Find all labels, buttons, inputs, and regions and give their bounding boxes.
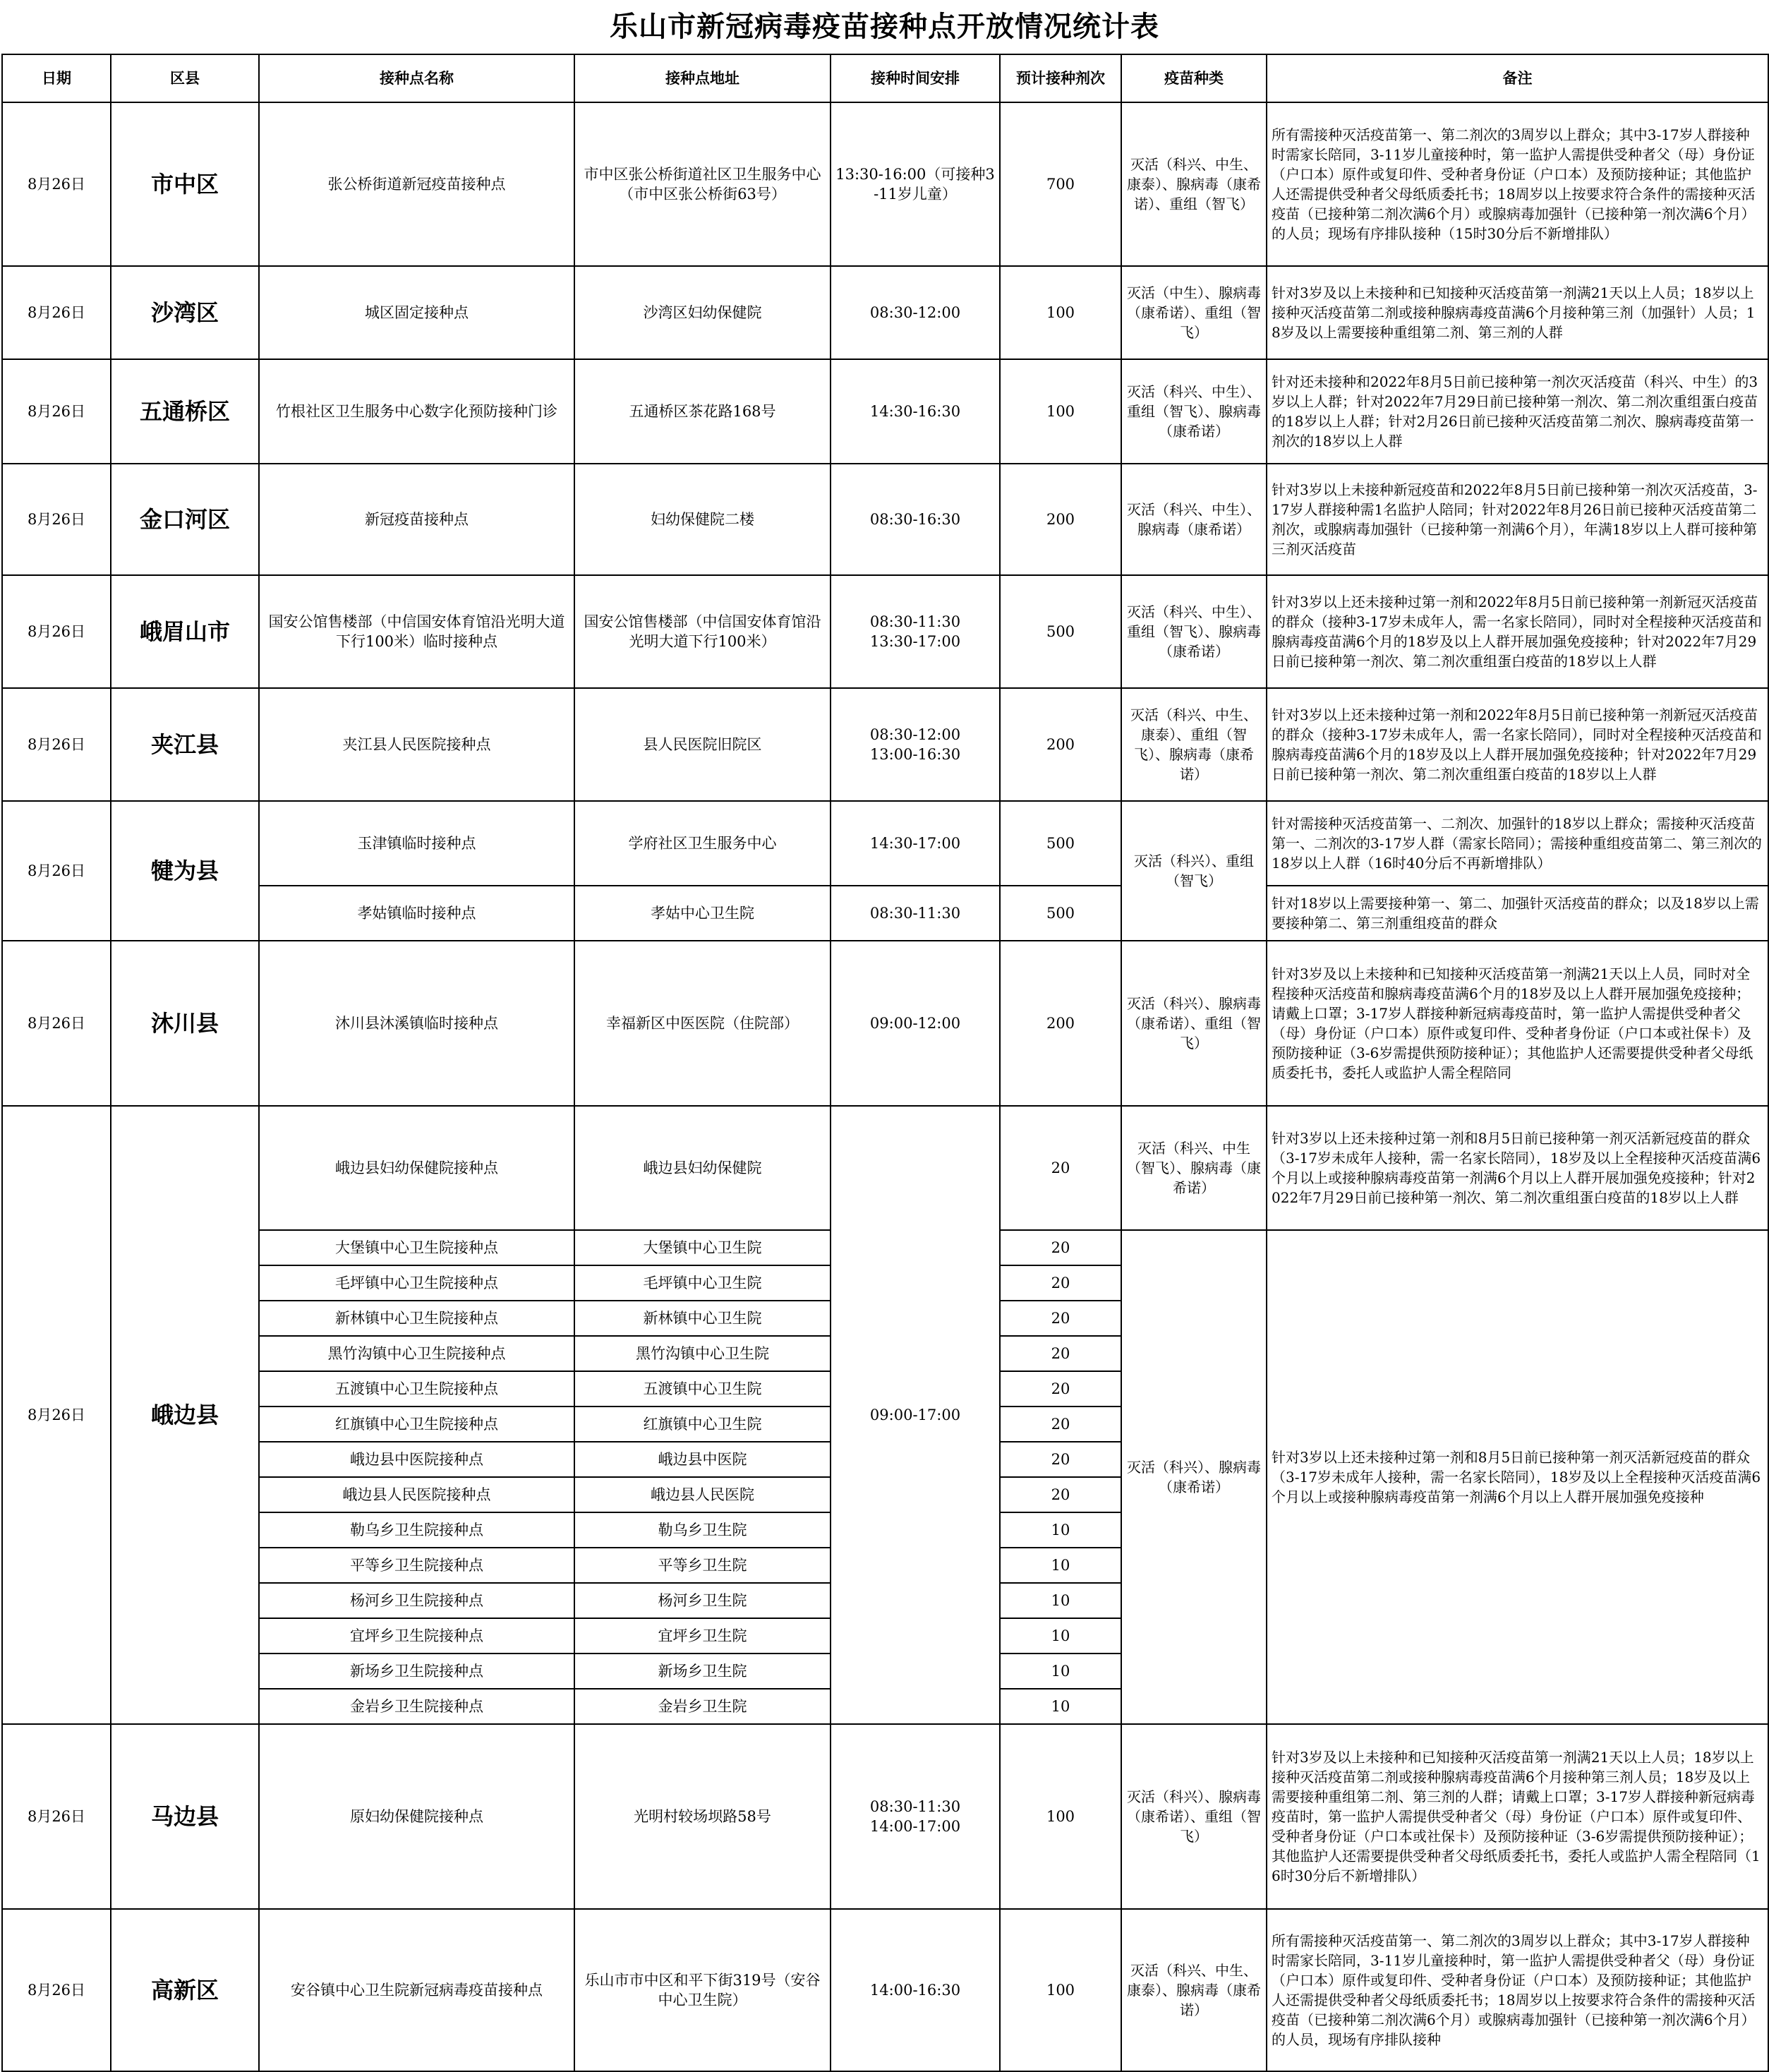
vaccine-cell: 灭活（科兴）、腺病毒（康希诺）、重组（智飞） bbox=[1121, 1724, 1267, 1909]
site-address-cell: 红旗镇中心卫生院 bbox=[574, 1407, 831, 1442]
date-cell: 8月26日 bbox=[2, 688, 111, 801]
site-address-cell: 五通桥区茶花路168号 bbox=[574, 359, 831, 464]
district-cell: 市中区 bbox=[111, 102, 259, 266]
notes-cell: 针对3岁以上还未接种过第一剂和2022年8月5日前已接种第一剂新冠灭活疫苗的群众（接种3-17岁未成年人，需一名家长陪同），同时对全程接种灭活疫苗和腺病毒疫苗满6个月的18岁及以上人群开展加强免疫接种；针对2022年7月29日前已接种第一剂次、第二剂次重组蛋白疫苗的18岁以上人群 bbox=[1267, 688, 1768, 801]
site-address-cell: 沙湾区妇幼保健院 bbox=[574, 266, 831, 359]
site-name-cell: 宜坪乡卫生院接种点 bbox=[259, 1618, 574, 1654]
notes-cell: 针对3岁及以上未接种和已知接种灭活疫苗第一剂满21天以上人员，同时对全程接种灭活疫苗和腺病毒疫苗满6个月的18岁及以上人群开展加强免疫接种；请戴上口罩；3-17岁人群接种新冠病毒疫苗时，第一监护人需提供受种者父（母）身份证（户口本）原件或复印件、受种者身份证（户口本或社保卡）及预防接种证（3-6岁需提供预防接种证）；其他监护人还需要提供受种者父母纸质委托书，委托人或监护人需全程陪同 bbox=[1267, 941, 1768, 1106]
site-address-cell: 学府社区卫生服务中心 bbox=[574, 801, 831, 886]
notes-cell: 针对3岁及以上未接种和已知接种灭活疫苗第一剂满21天以上人员；18岁以上接种灭活疫苗第二剂或接种腺病毒疫苗满6个月接种第三剂（加强针）人员；18岁及以上需要接种重组第二剂、第三剂的人群 bbox=[1267, 266, 1768, 359]
doses-cell: 20 bbox=[1000, 1106, 1121, 1230]
site-name-cell: 毛坪镇中心卫生院接种点 bbox=[259, 1265, 574, 1301]
vaccine-cell: 灭活（科兴、中生（智飞）、腺病毒（康希诺） bbox=[1121, 1106, 1267, 1230]
notes-cell: 针对18岁以上需要接种第一、第二、加强针灭活疫苗的群众；以及18岁以上需要接种第二、第三剂重组疫苗的群众 bbox=[1267, 886, 1768, 941]
doses-cell: 20 bbox=[1000, 1442, 1121, 1477]
vaccine-cell: 灭活（科兴、中生、康泰）、腺病毒（康希诺）、重组（智飞） bbox=[1121, 102, 1267, 266]
time-cell: 14:30-16:30 bbox=[831, 359, 1000, 464]
header-date: 日期 bbox=[2, 54, 111, 102]
time-cell: 14:30-17:00 bbox=[831, 801, 1000, 886]
site-address-cell: 杨河乡卫生院 bbox=[574, 1583, 831, 1618]
date-cell: 8月26日 bbox=[2, 102, 111, 266]
table-row bbox=[2, 801, 1768, 886]
vaccine-cell: 灭活（科兴）、腺病毒（康希诺）、重组（智飞） bbox=[1121, 941, 1267, 1106]
table-row bbox=[2, 941, 1768, 1106]
vaccine-cell: 灭活（科兴、中生）、重组（智飞）、腺病毒（康希诺） bbox=[1121, 359, 1267, 464]
notes-cell: 所有需接种灭活疫苗第一、第二剂次的3周岁以上群众；其中3-17岁人群接种时需家长陪同，3-11岁儿童接种时，第一监护人需提供受种者父（母）身份证（户口本）原件或复印件、受种者身份证（户口本）及预防接种证；其他监护人还需提供受种者父母纸质委托书；18周岁以上按要求符合条件的需接种灭活疫苗（已接种第二剂次满6个月）或腺病毒加强针（已接种第一剂次满6个月）的人员，现场有序排队接种 bbox=[1267, 1909, 1768, 2071]
date-cell: 8月26日 bbox=[2, 266, 111, 359]
time-cell: 09:00-12:00 bbox=[831, 941, 1000, 1106]
vaccine-cell: 灭活（科兴）、腺病毒（康希诺） bbox=[1121, 1230, 1267, 1724]
site-address-cell: 峨边县中医院 bbox=[574, 1442, 831, 1477]
date-cell: 8月26日 bbox=[2, 1909, 111, 2071]
vaccine-cell: 灭活（科兴、中生）、重组（智飞）、腺病毒（康希诺） bbox=[1121, 575, 1267, 688]
doses-cell: 20 bbox=[1000, 1301, 1121, 1336]
date-cell: 8月26日 bbox=[2, 359, 111, 464]
site-address-cell: 市中区张公桥街道社区卫生服务中心（市中区张公桥街63号） bbox=[574, 102, 831, 266]
header-notes: 备注 bbox=[1267, 54, 1768, 102]
time-cell: 08:30-11:30 14:00-17:00 bbox=[831, 1724, 1000, 1909]
notes-cell: 所有需接种灭活疫苗第一、第二剂次的3周岁以上群众；其中3-17岁人群接种时需家长陪同，3-11岁儿童接种时，第一监护人需提供受种者父（母）身份证（户口本）原件或复印件、受种者身份证（户口本）及预防接种证；其他监护人还需提供受种者父母纸质委托书；18周岁以上按要求符合条件的需接种灭活疫苗（已接种第二剂次满6个月）或腺病毒加强针（已接种第一剂次满6个月）的人员；现场有序排队接种（15时30分后不新增排队） bbox=[1267, 102, 1768, 266]
notes-cell: 针对还未接种和2022年8月5日前已接种第一剂次灭活疫苗（科兴、中生）的3岁以上人群；针对2022年7月29日前已接种第一剂次、第二剂次重组蛋白疫苗的18岁以上人群；针对2月26日前已接种灭活疫苗第二剂次、腺病毒疫苗第一剂次的18岁以上人群 bbox=[1267, 359, 1768, 464]
doses-cell: 500 bbox=[1000, 575, 1121, 688]
site-address-cell: 平等乡卫生院 bbox=[574, 1548, 831, 1583]
district-cell: 犍为县 bbox=[111, 801, 259, 941]
vaccine-cell: 灭活（科兴）、重组（智飞） bbox=[1121, 801, 1267, 941]
vaccine-cell: 灭活（科兴、中生、康泰）、腺病毒（康希诺） bbox=[1121, 1909, 1267, 2071]
site-address-cell: 大堡镇中心卫生院 bbox=[574, 1230, 831, 1265]
site-name-cell: 新林镇中心卫生院接种点 bbox=[259, 1301, 574, 1336]
time-cell: 14:00-16:30 bbox=[831, 1909, 1000, 2071]
doses-cell: 20 bbox=[1000, 1407, 1121, 1442]
doses-cell: 200 bbox=[1000, 941, 1121, 1106]
doses-cell: 200 bbox=[1000, 688, 1121, 801]
site-name-cell: 峨边县妇幼保健院接种点 bbox=[259, 1106, 574, 1230]
doses-cell: 500 bbox=[1000, 886, 1121, 941]
site-name-cell: 安谷镇中心卫生院新冠病毒疫苗接种点 bbox=[259, 1909, 574, 2071]
site-name-cell: 原妇幼保健院接种点 bbox=[259, 1724, 574, 1909]
date-cell: 8月26日 bbox=[2, 1724, 111, 1909]
header-row bbox=[2, 54, 1768, 102]
table-row bbox=[2, 886, 1768, 941]
doses-cell: 10 bbox=[1000, 1548, 1121, 1583]
doses-cell: 700 bbox=[1000, 102, 1121, 266]
date-cell: 8月26日 bbox=[2, 801, 111, 941]
site-address-cell: 县人民医院旧院区 bbox=[574, 688, 831, 801]
header-district: 区县 bbox=[111, 54, 259, 102]
site-name-cell: 五渡镇中心卫生院接种点 bbox=[259, 1371, 574, 1407]
time-cell: 08:30-11:30 bbox=[831, 886, 1000, 941]
table-row bbox=[2, 575, 1768, 688]
table-row bbox=[2, 102, 1768, 266]
site-address-cell: 光明村较场坝路58号 bbox=[574, 1724, 831, 1909]
doses-cell: 20 bbox=[1000, 1230, 1121, 1265]
site-name-cell: 金岩乡卫生院接种点 bbox=[259, 1689, 574, 1724]
site-address-cell: 幸福新区中医医院（住院部） bbox=[574, 941, 831, 1106]
notes-cell: 针对3岁以上未接种新冠疫苗和2022年8月5日前已接种第一剂次灭活疫苗，3-17岁人群接种需1名监护人陪同；针对2022年8月26日前已接种灭活疫苗第二剂次，或腺病毒加强针（已接种第一剂满6个月），年满18岁以上人群可接种第三剂灭活疫苗 bbox=[1267, 464, 1768, 575]
table-row bbox=[2, 266, 1768, 359]
table-row bbox=[2, 1724, 1768, 1909]
site-address-cell: 峨边县人民医院 bbox=[574, 1477, 831, 1512]
date-cell: 8月26日 bbox=[2, 575, 111, 688]
notes-cell: 针对3岁以上还未接种过第一剂和8月5日前已接种第一剂灭活新冠疫苗的群众（3-17岁未成年人接种，需一名家长陪同），18岁及以上全程接种灭活疫苗满6个月以上或接种腺病毒疫苗第一剂满6个月以上人群开展加强免疫接种；针对2022年7月29日前已接种第一剂次、第二剂次重组蛋白疫苗的18岁以上人群 bbox=[1267, 1106, 1768, 1230]
site-name-cell: 沐川县沐溪镇临时接种点 bbox=[259, 941, 574, 1106]
district-cell: 沙湾区 bbox=[111, 266, 259, 359]
time-cell: 08:30-12:00 bbox=[831, 266, 1000, 359]
doses-cell: 20 bbox=[1000, 1336, 1121, 1371]
site-address-cell: 峨边县妇幼保健院 bbox=[574, 1106, 831, 1230]
site-address-cell: 五渡镇中心卫生院 bbox=[574, 1371, 831, 1407]
vaccine-cell: 灭活（科兴、中生）、腺病毒（康希诺） bbox=[1121, 464, 1267, 575]
site-name-cell: 玉津镇临时接种点 bbox=[259, 801, 574, 886]
vaccine-cell: 灭活（中生）、腺病毒（康希诺）、重组（智飞） bbox=[1121, 266, 1267, 359]
site-name-cell: 大堡镇中心卫生院接种点 bbox=[259, 1230, 574, 1265]
site-address-cell: 宜坪乡卫生院 bbox=[574, 1618, 831, 1654]
notes-cell: 针对需接种灭活疫苗第一、二剂次、加强针的18岁以上群众；需接种灭活疫苗第一、二剂次的3-17岁人群（需家长陪同）；需接种重组疫苗第二、第三剂次的18岁以上人群（16时40分后不再新增排队） bbox=[1267, 801, 1768, 886]
table-row bbox=[2, 1909, 1768, 2071]
vaccine-cell: 灭活（科兴、中生、康泰）、重组（智飞）、腺病毒（康希诺） bbox=[1121, 688, 1267, 801]
time-cell: 08:30-16:30 bbox=[831, 464, 1000, 575]
site-name-cell: 新冠疫苗接种点 bbox=[259, 464, 574, 575]
site-name-cell: 夹江县人民医院接种点 bbox=[259, 688, 574, 801]
district-cell: 五通桥区 bbox=[111, 359, 259, 464]
district-cell: 夹江县 bbox=[111, 688, 259, 801]
site-name-cell: 城区固定接种点 bbox=[259, 266, 574, 359]
notes-cell: 针对3岁以上还未接种过第一剂和8月5日前已接种第一剂灭活新冠疫苗的群众（3-17岁未成年人接种，需一名家长陪同），18岁及以上全程接种灭活疫苗满6个月以上或接种腺病毒疫苗第一剂满6个月以上人群开展加强免疫接种 bbox=[1267, 1230, 1768, 1724]
doses-cell: 100 bbox=[1000, 1909, 1121, 2071]
site-address-cell: 金岩乡卫生院 bbox=[574, 1689, 831, 1724]
time-cell: 08:30-12:00 13:00-16:30 bbox=[831, 688, 1000, 801]
notes-cell: 针对3岁以上还未接种过第一剂和2022年8月5日前已接种第一剂新冠灭活疫苗的群众（接种3-17岁未成年人，需一名家长陪同），同时对全程接种灭活疫苗和腺病毒疫苗满6个月的18岁及以上人群开展加强免疫接种；针对2022年7月29日前已接种第一剂次、第二剂次重组蛋白疫苗的18岁以上人群 bbox=[1267, 575, 1768, 688]
site-address-cell: 新林镇中心卫生院 bbox=[574, 1301, 831, 1336]
time-cell: 09:00-17:00 bbox=[831, 1106, 1000, 1724]
date-cell: 8月26日 bbox=[2, 1106, 111, 1724]
time-cell: 08:30-11:30 13:30-17:00 bbox=[831, 575, 1000, 688]
table-row bbox=[2, 359, 1768, 464]
site-address-cell: 毛坪镇中心卫生院 bbox=[574, 1265, 831, 1301]
doses-cell: 10 bbox=[1000, 1618, 1121, 1654]
page-title: 乐山市新冠病毒疫苗接种点开放情况统计表 bbox=[610, 10, 1159, 43]
site-address-cell: 黑竹沟镇中心卫生院 bbox=[574, 1336, 831, 1371]
site-address-cell: 勒乌乡卫生院 bbox=[574, 1512, 831, 1548]
vaccination-sites-table bbox=[1, 54, 1769, 2072]
doses-cell: 10 bbox=[1000, 1512, 1121, 1548]
header-site-address: 接种点地址 bbox=[574, 54, 831, 102]
site-address-cell: 国安公馆售楼部（中信国安体育馆沿光明大道下行100米） bbox=[574, 575, 831, 688]
notes-cell: 针对3岁及以上未接种和已知接种灭活疫苗第一剂满21天以上人员；18岁以上接种灭活疫苗第二剂或接种腺病毒疫苗满6个月接种第三剂人员；18岁及以上需要接种重组第二剂、第三剂的人群；请戴上口罩；3-17岁人群接种新冠病毒疫苗时，第一监护人需提供受种者父（母）身份证（户口本）原件或复印件、受种者身份证（户口本或社保卡）及预防接种证（3-6岁需提供预防接种证）；其他监护人还需要提供受种者父母纸质委托书，委托人或监护人需全程陪同（16时30分后不新增排队） bbox=[1267, 1724, 1768, 1909]
site-name-cell: 新场乡卫生院接种点 bbox=[259, 1654, 574, 1689]
site-address-cell: 乐山市市中区和平下街319号（安谷中心卫生院） bbox=[574, 1909, 831, 2071]
doses-cell: 200 bbox=[1000, 464, 1121, 575]
time-cell: 13:30-16:00（可接种3-11岁儿童） bbox=[831, 102, 1000, 266]
site-name-cell: 杨河乡卫生院接种点 bbox=[259, 1583, 574, 1618]
site-address-cell: 孝姑中心卫生院 bbox=[574, 886, 831, 941]
doses-cell: 100 bbox=[1000, 266, 1121, 359]
site-name-cell: 峨边县人民医院接种点 bbox=[259, 1477, 574, 1512]
doses-cell: 10 bbox=[1000, 1654, 1121, 1689]
district-cell: 金口河区 bbox=[111, 464, 259, 575]
site-name-cell: 黑竹沟镇中心卫生院接种点 bbox=[259, 1336, 574, 1371]
district-cell: 峨眉山市 bbox=[111, 575, 259, 688]
header-site-name: 接种点名称 bbox=[259, 54, 574, 102]
doses-cell: 10 bbox=[1000, 1689, 1121, 1724]
doses-cell: 100 bbox=[1000, 359, 1121, 464]
date-cell: 8月26日 bbox=[2, 941, 111, 1106]
doses-cell: 100 bbox=[1000, 1724, 1121, 1909]
site-name-cell: 国安公馆售楼部（中信国安体育馆沿光明大道下行100米）临时接种点 bbox=[259, 575, 574, 688]
site-name-cell: 孝姑镇临时接种点 bbox=[259, 886, 574, 941]
header-vaccine: 疫苗种类 bbox=[1121, 54, 1267, 102]
doses-cell: 500 bbox=[1000, 801, 1121, 886]
district-cell: 沐川县 bbox=[111, 941, 259, 1106]
table-row bbox=[2, 1106, 1768, 1230]
site-name-cell: 红旗镇中心卫生院接种点 bbox=[259, 1407, 574, 1442]
site-name-cell: 勒乌乡卫生院接种点 bbox=[259, 1512, 574, 1548]
district-cell: 马边县 bbox=[111, 1724, 259, 1909]
district-cell: 高新区 bbox=[111, 1909, 259, 2071]
site-name-cell: 张公桥街道新冠疫苗接种点 bbox=[259, 102, 574, 266]
site-address-cell: 新场乡卫生院 bbox=[574, 1654, 831, 1689]
site-name-cell: 平等乡卫生院接种点 bbox=[259, 1548, 574, 1583]
doses-cell: 20 bbox=[1000, 1265, 1121, 1301]
site-name-cell: 竹根社区卫生服务中心数字化预防接种门诊 bbox=[259, 359, 574, 464]
doses-cell: 20 bbox=[1000, 1371, 1121, 1407]
table-row bbox=[2, 464, 1768, 575]
table-row bbox=[2, 688, 1768, 801]
header-time: 接种时间安排 bbox=[831, 54, 1000, 102]
doses-cell: 20 bbox=[1000, 1477, 1121, 1512]
district-cell: 峨边县 bbox=[111, 1106, 259, 1724]
date-cell: 8月26日 bbox=[2, 464, 111, 575]
header-doses: 预计接种剂次 bbox=[1000, 54, 1121, 102]
doses-cell: 10 bbox=[1000, 1583, 1121, 1618]
site-address-cell: 妇幼保健院二楼 bbox=[574, 464, 831, 575]
site-name-cell: 峨边县中医院接种点 bbox=[259, 1442, 574, 1477]
